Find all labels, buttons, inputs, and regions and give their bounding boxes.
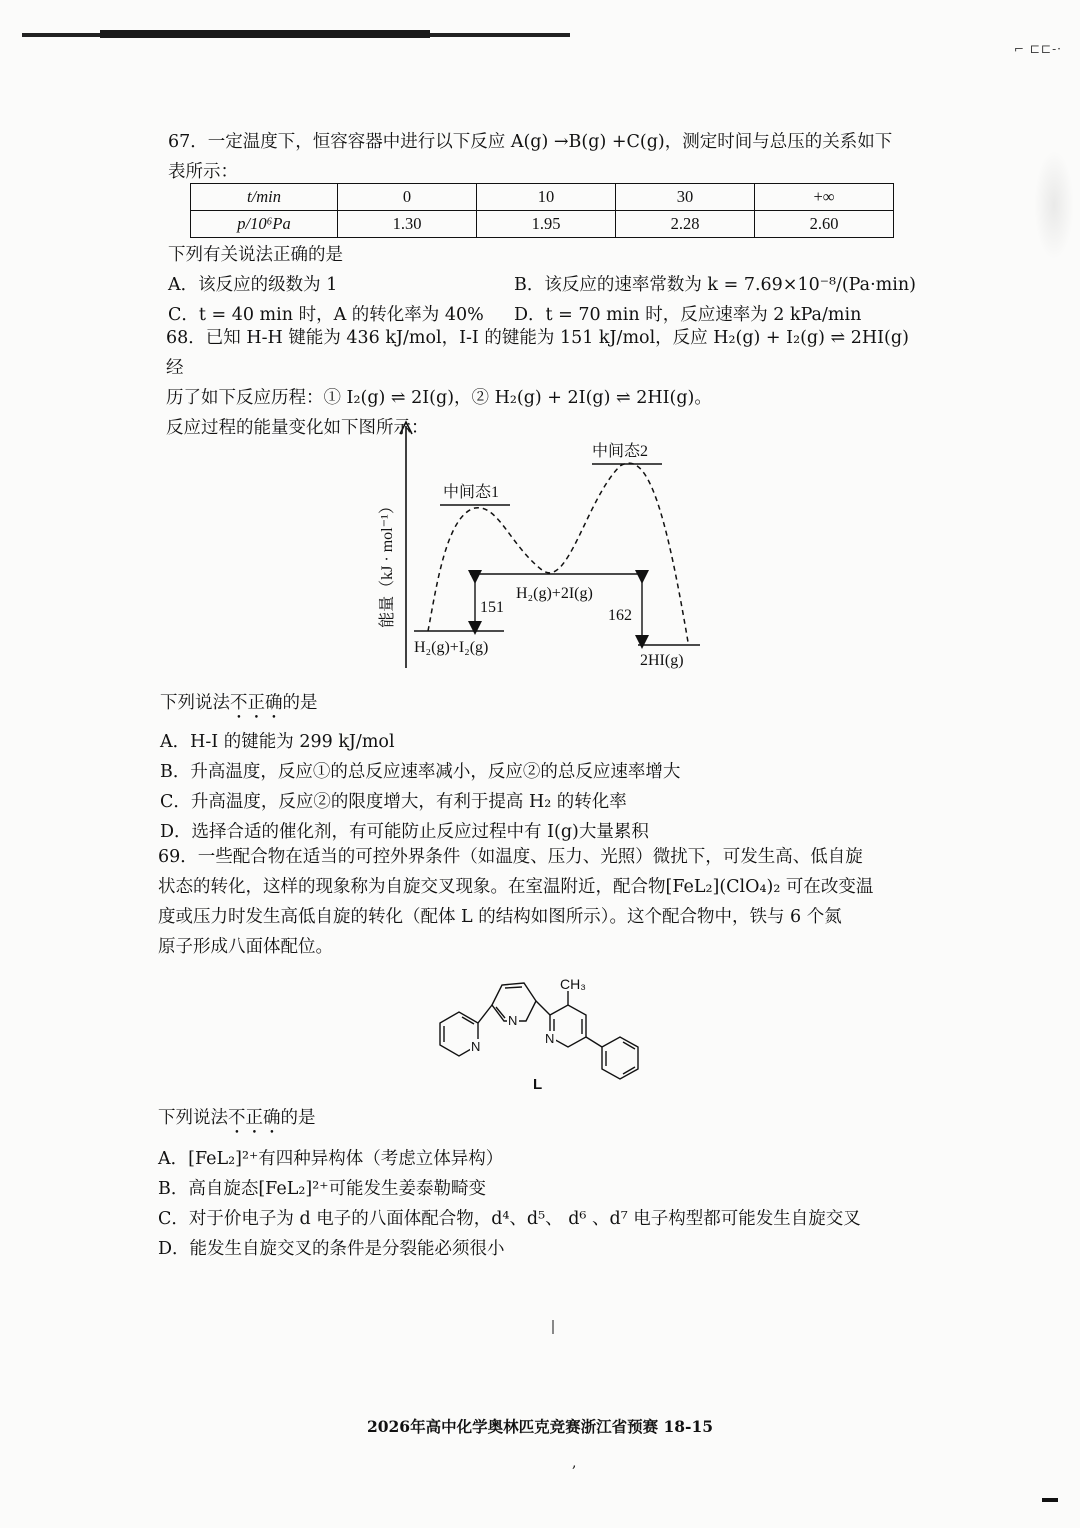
q69-option-b: B．高自旋态[FeL₂]²⁺可能发生姜泰勒畸变 [158,1179,486,1199]
table-cell: 0 [338,184,477,211]
stray-mark [552,1320,554,1334]
q67-stem-line-1: 67．一定温度下，恒容容器中进行以下反应 A(g) →B(g) +C(g)，测定时间与总压的关系如下 [168,132,893,152]
table-cell: 2.28 [616,211,755,238]
table-cell: p/10⁶Pa [191,211,338,238]
q68-stem-line-2: 历了如下反应历程：① I₂(g) ⇌ 2I(g)，② H₂(g) + 2I(g) ⇌ 2HI(g)。 [166,388,712,408]
edge-smudge [1034,150,1074,260]
y-axis-label: 能量（kJ · mol⁻¹） [379,498,396,628]
corner-scan-mark: ⌐ ⊏⊏-· [1013,42,1062,56]
table-cell: t/min [191,184,338,211]
scan-artifact-bar-thick [100,30,430,38]
q68-question-suffix: 的是 [282,693,318,713]
ring-link-bond [536,1001,550,1015]
q68-question-block [160,688,920,847]
q67-pressure-table [190,183,894,238]
ligand-caption: L [533,1076,543,1093]
q68-question [160,688,920,723]
table-cell: +∞ [755,184,894,211]
q67-options-row-1 [168,270,918,300]
q69-stem-line-2: 状态的转化，这样的现象称为自旋交叉现象。在室温附近，配合物[FeL₂](ClO₄)₂ 可在改变温 [158,877,874,897]
q69-question-emphasis: 不正确 [228,1108,281,1128]
table-cell: 1.95 [477,211,616,238]
question-67 [168,127,918,187]
q67-question: 下列有关说法正确的是 [168,245,343,265]
table-row [191,211,894,238]
q67-option-c: C．t = 40 min 时，A 的转化率为 40% [168,305,484,325]
table-row [191,184,894,211]
q69-stem-line-3: 度或压力时发生高低自旋的转化（配体 L 的结构如图所示）。这个配合物中，铁与 6 个氮 [158,907,842,927]
nitrogen-label-right: N [545,1031,555,1046]
ring-link-bond [586,1037,602,1047]
q69-option-a: A．[FeL₂]²⁺有四种异构体（考虑立体异构） [158,1149,504,1169]
q69-question-block [158,1103,920,1264]
q69-stem-line-1: 69．一些配合物在适当的可控外界条件（如温度、压力、光照）微扰下，可发生高、低自旋 [158,847,863,867]
q68-stem-line-1: 68．已知 H-H 键能为 436 kJ/mol，I-I 的键能为 151 kJ/mol，反应 H₂(g) + I₂(g) ⇌ 2HI(g)经 [166,328,909,378]
table-cell: 2.60 [755,211,894,238]
level-middle-label: H₂(g)+2I(g) [516,585,593,602]
level-products-label: 2HI(g) [640,652,684,669]
q69-question-suffix: 的是 [280,1108,316,1128]
q69-stem-line-4: 原子形成八面体配位。 [158,937,333,957]
q68-question-prefix: 下列说法 [160,693,230,713]
ring-double-bond [462,1017,474,1024]
ring-link-bond [478,1005,492,1023]
corner-dash [1042,1498,1058,1502]
methyl-label: CH₃ [560,976,586,992]
gap-right-value: 162 [608,607,632,624]
q68-stem-line-3: 反应过程的能量变化如下图所示： [166,418,429,438]
table-cell: 10 [477,184,616,211]
q67-question-block [168,240,918,330]
table-cell: 1.30 [338,211,477,238]
page-footer: 2026年高中化学奥林匹克竞赛浙江省预赛 18-15 [366,1417,714,1436]
q67-stem-line-2: 表所示： [168,162,238,182]
intermediate-2-label: 中间态2 [592,443,649,460]
phenyl-ring [602,1037,638,1079]
q68-option-b: B．升高温度，反应①的总反应速率减小，反应②的总反应速率增大 [160,762,681,782]
ring-double-bond [623,1042,635,1049]
q69-option-d: D．能发生自旋交叉的条件是分裂能必须很小 [158,1239,505,1259]
q69-option-c: C．对于价电子为 d 电子的八面体配合物，d⁴、d⁵、 d⁶ 、d⁷ 电子构型都可能发生自旋交叉 [158,1209,861,1229]
footer-mark: , [572,1455,577,1471]
q69-question-prefix: 下列说法 [158,1108,228,1128]
q68-question-emphasis: 不正确 [230,693,283,713]
q67-option-d: D．t = 70 min 时，反应速率为 2 kPa/min [514,305,862,325]
ligand-l-structure [430,965,650,1095]
table-cell: 30 [616,184,755,211]
q68-option-d: D．选择合适的催化剂，有可能防止反应过程中有 I(g)大量累积 [160,822,649,842]
gap-left-value: 151 [480,599,504,616]
level-reactants-label: H₂(g)+I₂(g) [414,639,489,656]
q67-option-b: B．该反应的速率常数为 k = 7.69×10⁻⁸/(Pa·min) [514,275,916,295]
ring-double-bond [623,1067,635,1074]
intermediate-1-label: 中间态1 [443,484,500,501]
q68-option-a: A．H-I 的键能为 299 kJ/mol [160,732,395,752]
q68-energy-diagram [370,420,710,675]
nitrogen-label-center: N [508,1013,518,1028]
nitrogen-label-left: N [471,1039,481,1054]
question-69 [158,842,920,962]
q68-option-c: C．升高温度，反应②的限度增大，有利于提高 H₂ 的转化率 [160,792,627,812]
q67-option-a: A．该反应的级数为 1 [168,275,338,295]
ring-double-bond [505,987,522,988]
q69-question [158,1103,920,1138]
